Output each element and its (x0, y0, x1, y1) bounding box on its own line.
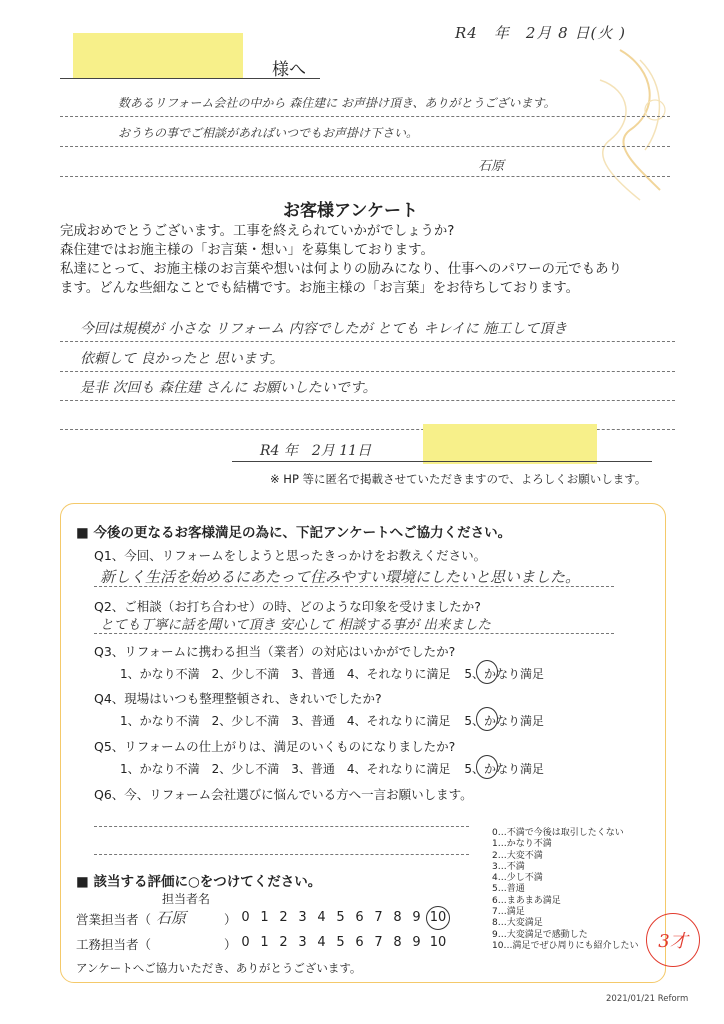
intro-line-4: ます。どんな些細なことでも結構です。お施主様の「お言葉」をお待ちしております。 (60, 281, 580, 296)
q6-rule-1 (94, 826, 469, 827)
customer-name-redaction (423, 424, 597, 464)
survey-title: お客様アンケート (283, 201, 418, 221)
legend-item-0: 0…不満で今後は取引したくない (492, 828, 624, 838)
decorative-flourish (560, 40, 680, 210)
letter-date: R4 年 2月 8 日(火 ) (455, 24, 626, 42)
works-digit-6: 6 (355, 935, 364, 950)
q1-rule (94, 586, 614, 587)
works-digit-4: 4 (317, 935, 326, 950)
q4-text: Q4、現場はいつも整理整頓され、きれいでしたか? (94, 691, 382, 706)
q5-top-label: 、かなり満足 (472, 762, 545, 776)
q4-selected-circle (476, 707, 498, 731)
survey-intro (60, 222, 710, 298)
sales-digit-0: 0 (241, 910, 250, 925)
works-digit-3: 3 (298, 935, 307, 950)
works-digit-1: 1 (260, 935, 269, 950)
letter-line-1: 数あるリフォーム会社の中から 森住建に お声掛け頂き、ありがとうございます。 (118, 96, 556, 110)
q5-text: Q5、リフォームの仕上がりは、満足のいくものになりましたか? (94, 739, 456, 754)
q2-rule (94, 633, 614, 634)
sales-label: 営業担当者（ (76, 912, 152, 927)
salutation: 様へ (272, 60, 306, 80)
rating-header: ■ 該当する評価に○をつけてください。 (76, 874, 322, 890)
works-label: 工務担当者（ (76, 937, 152, 952)
q5-scale-options: 1、かなり不満 2、少し不満 3、普通 4、それなりに満足 (120, 762, 451, 776)
q4-scale-options: 1、かなり不満 2、少し不満 3、普通 4、それなりに満足 (120, 714, 451, 728)
q3-selected-circle (476, 660, 498, 684)
sales-digit-5: 5 (336, 910, 345, 925)
comment-rule-1 (60, 341, 675, 342)
sales-name: 石原 (156, 909, 187, 927)
q4-top-num: 5 (464, 714, 473, 728)
sales-digits (236, 910, 450, 925)
legend-item-5: 5…普通 (492, 884, 525, 895)
legend-item-8: 8…大変満足 (492, 918, 543, 929)
legend-item-4: 4…少し不満 (492, 873, 543, 884)
q4-top-label: 、かなり満足 (472, 714, 545, 728)
sales-selected-circle (426, 906, 450, 930)
sales-digit-3: 3 (298, 910, 307, 925)
red-stamp (646, 913, 700, 967)
comment-line-2: 依頼して 良かったと 思います。 (80, 351, 284, 367)
legend-item-9: 9…大変満足で感動した (492, 929, 588, 940)
comment-line-1: 今回は規模が 小さな リフォーム 内容でしたが とても キレイに 施工して頂き (80, 321, 568, 337)
sales-digit-4: 4 (317, 910, 326, 925)
q6-rule-2 (94, 854, 469, 855)
legend-item-3: 3…不満 (492, 861, 525, 872)
q1-text: Q1、今回、リフォームをしようと思ったきっかけをお教えください。 (94, 548, 487, 563)
q1-answer: 新しく生活を始めるにあたって住みやすい環境にしたいと思いました。 (100, 568, 581, 586)
q5-top-num: 5 (464, 762, 473, 776)
works-close-paren: ） (224, 937, 237, 952)
intro-line-2: 森住建ではお施主様の「お言葉・想い」を募集しております。 (60, 243, 434, 258)
sales-digit-10: 10 (429, 910, 447, 925)
reply-date: R4 年 2月 11日 (260, 443, 372, 459)
sales-digit-9: 9 (412, 910, 421, 925)
notice-text: ※ HP 等に匿名で掲載させていただきますので、よろしくお願いします。 (270, 472, 647, 486)
recipient-redaction (73, 33, 243, 79)
reply-date-line (232, 461, 652, 462)
works-digit-10: 10 (429, 935, 447, 950)
footer-version: 2021/01/21 Reform (606, 994, 689, 1004)
comment-line-3: 是非 次回も 森住建 さんに お願いしたいです。 (80, 380, 377, 396)
sales-digit-7: 7 (374, 910, 383, 925)
q3-top-num: 5 (464, 667, 473, 681)
sales-digit-1: 1 (260, 910, 269, 925)
comment-rule-2 (60, 371, 675, 372)
works-digit-2: 2 (279, 935, 288, 950)
works-digits (236, 935, 450, 950)
q3-text: Q3、リフォームに携わる担当（業者）の対応はいかがでしたか? (94, 644, 456, 659)
sales-close-paren: ） (224, 912, 237, 927)
staff-header: 担当者名 (162, 892, 211, 906)
q2-answer: とても丁寧に話を聞いて頂き 安心して 相談する事が 出来ました (100, 617, 491, 633)
q2-text: Q2、ご相談（お打ち合わせ）の時、どのような印象を受けましたか? (94, 599, 481, 614)
q5-selected-circle (476, 755, 498, 779)
comment-rule-3 (60, 400, 675, 401)
intro-line-1: 完成おめでとうございます。工事を終えられていかがでしょうか? (60, 224, 455, 239)
letter-line-2: おうちの事でご相談があればいつでもお声掛け下さい。 (118, 126, 419, 140)
q6-text: Q6、今、リフォーム会社選びに悩んでいる方へ一言お願いします。 (94, 787, 473, 802)
q3-top-label: 、かなり満足 (472, 667, 545, 681)
thanks-text: アンケートへご協力いただき、ありがとうございます。 (76, 961, 362, 975)
works-digit-9: 9 (412, 935, 421, 950)
works-digit-8: 8 (393, 935, 402, 950)
q3-scale-options: 1、かなり不満 2、少し不満 3、普通 4、それなりに満足 (120, 667, 451, 681)
sales-digit-2: 2 (279, 910, 288, 925)
stamp-text: 3才 (658, 931, 688, 952)
intro-line-3: 私達にとって、お施主様のお言葉や想いは何よりの励みになり、仕事へのパワーの元でもあり (60, 262, 622, 277)
works-digit-0: 0 (241, 935, 250, 950)
rating-legend (492, 828, 638, 952)
letter-rule-3 (60, 176, 670, 177)
legend-item-6: 6…まあまあ満足 (492, 895, 561, 906)
letter-rule-1 (60, 116, 670, 117)
works-digit-7: 7 (374, 935, 383, 950)
sales-digit-6: 6 (355, 910, 364, 925)
letter-rule-2 (60, 146, 670, 147)
questionnaire-header: ■ 今後の更なるお客様満足の為に、下記アンケートへご協力ください。 (76, 525, 512, 541)
works-digit-5: 5 (336, 935, 345, 950)
sales-digit-8: 8 (393, 910, 402, 925)
legend-item-2: 2…大変不満 (492, 850, 543, 861)
letter-signature: 石原 (478, 159, 505, 174)
legend-item-7: 7…満足 (492, 907, 525, 918)
legend-item-10: 10…満足でぜひ周りにも紹介したい (492, 940, 639, 951)
legend-item-1: 1…かなり不満 (492, 839, 552, 850)
